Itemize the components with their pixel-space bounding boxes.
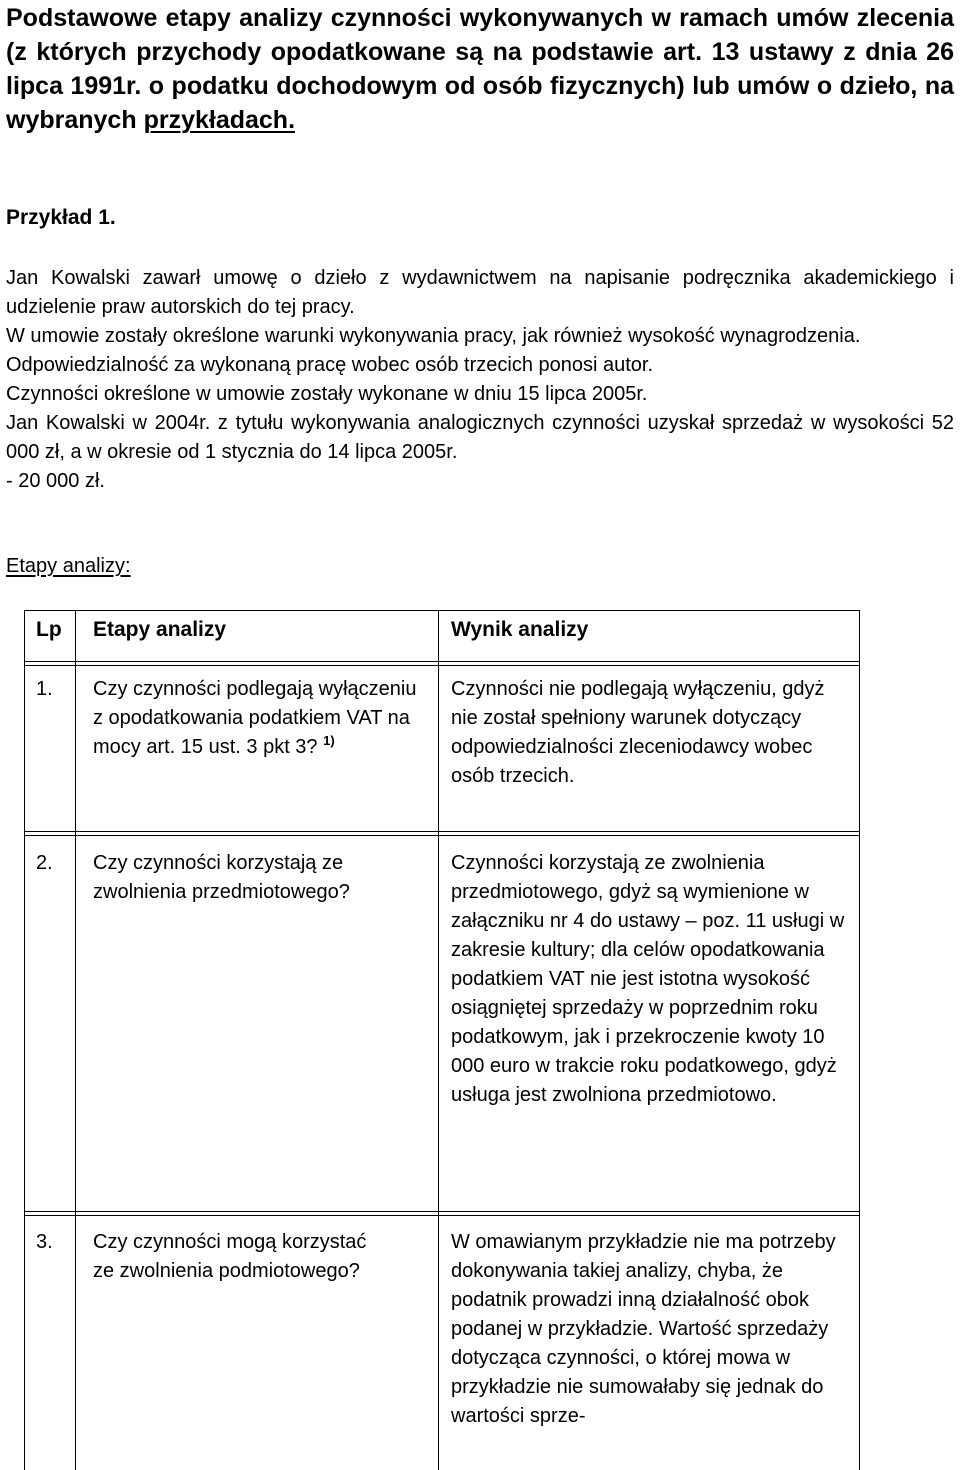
header-divider [25, 661, 859, 662]
row-1-stage [93, 675, 423, 762]
row-divider [25, 1215, 859, 1216]
row-3-result: W omawianym przykładzie nie ma potrzeby dokonywania takiej analizy, chyba, że podatnik prowadzi inną działalność obok podanej w przykładzie. Wartość sprzedaży dotycząca czynności, o której mowa w przykładzie nie sumowałaby się jednak do wartości sprze- [451, 1231, 836, 1427]
row-1-result: Czynności nie podlegają wyłączeniu, gdyż nie został spełniony warunek dotyczący odpowiedzialności zleceniodawcy wobec osób trzecich. [451, 678, 825, 787]
header-result: Wynik analizy [451, 618, 589, 641]
row-2-result: Czynności korzystają ze zwolnienia przedmiotowego, gdyż są wymienione w załączniku nr 4 do ustawy – poz. 11 usługi w zakresie kultury; dla celów opodatkowania podatkiem VAT nie jest istotna wysokość osiągniętej sprzedaży w poprzednim roku podatkowym, jak i przekroczenie kwoty 10 000 euro w trakcie roku podatkowego, gdyż usługa jest zwolniona przedmiotowo. [451, 852, 845, 1106]
paragraph-completion-date: Czynności określone w umowie zostały wykonane w dniu 15 lipca 2005r. [6, 383, 648, 405]
row-3-lp: 3. [36, 1231, 53, 1253]
header-lp: Lp [36, 618, 62, 641]
row-divider [25, 831, 859, 832]
document-title [6, 0, 954, 137]
title-underlined-text: przykładach. [143, 106, 296, 134]
row-1-lp: 1. [36, 678, 53, 700]
row-2-stage: Czy czynności korzystają ze zwolnienia przedmiotowego? [93, 852, 350, 903]
example-description [6, 264, 954, 496]
paragraph-liability: Odpowiedzialność za wykonaną pracę wobec osób trzecich ponosi autor. [6, 354, 654, 376]
column-divider [75, 611, 76, 1470]
paragraph-terms: W umowie zostały określone warunki wykonywania pracy, jak również wysokość wynagrodzenia. [6, 325, 861, 347]
header-stage: Etapy analizy [93, 618, 227, 641]
title-text: Podstawowe etapy analizy czynności wykonywanych w ramach umów zlecenia (z których przychody opodatkowane są na podstawie art. 13 ustawy z dnia 26 lipca 1991r. o podatku dochodowym od osób fizycznych) lub umów o dzieło, na wybranych [6, 4, 954, 134]
header-divider [25, 665, 859, 666]
document-page [6, 0, 954, 1427]
stages-heading: Etapy analizy: [6, 555, 131, 577]
paragraph-contract: Jan Kowalski zawarł umowę o dzieło z wydawnictwem na napisanie podręcznika akademickiego i udzielenie praw autorskich do tej pracy. [6, 267, 954, 318]
row-3-stage: Czy czynności mogą korzystać ze zwolnienia podmiotowego? [93, 1231, 367, 1282]
row-divider [25, 835, 859, 836]
analysis-table [24, 610, 860, 1470]
footnote-marker: 1) [323, 733, 335, 748]
paragraph-current-sales: - 20 000 zł. [6, 470, 105, 492]
row-2-lp: 2. [36, 852, 53, 874]
row-divider [25, 1211, 859, 1212]
example-heading: Przykład 1. [6, 206, 116, 229]
column-divider [438, 611, 439, 1470]
row-1-stage-text: Czy czynności podlegają wyłączeniu z opodatkowania podatkiem VAT na mocy art. 15 ust. 3 pkt 3? [93, 678, 417, 758]
paragraph-previous-sales: Jan Kowalski w 2004r. z tytułu wykonywania analogicznych czynności uzyskał sprzedaż w wysokości 52 000 zł, a w okresie od 1 stycznia do 14 lipca 2005r. [6, 412, 954, 463]
